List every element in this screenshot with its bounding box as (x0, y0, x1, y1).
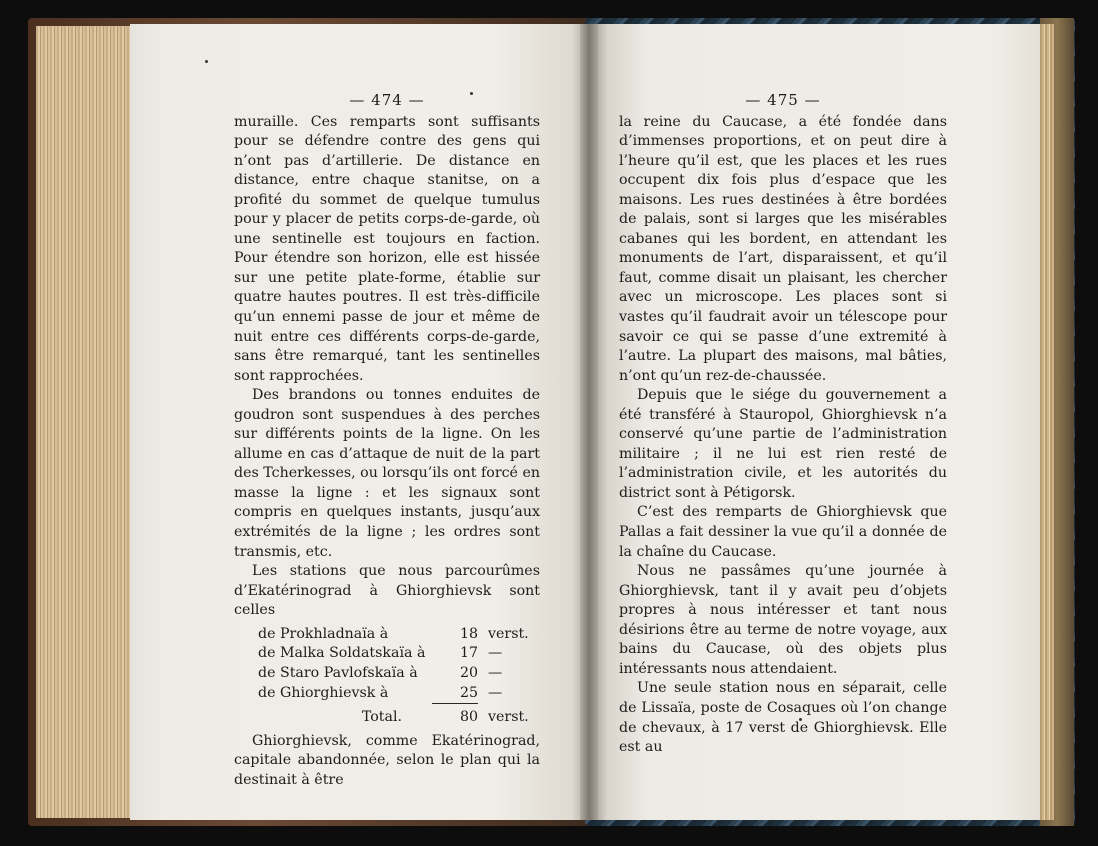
paragraph: Des brandons ou tonnes enduites de goudron sont suspendues à des perches sur différents points de la ligne. On les allume en cas d’attaque de nuit de la part des Tcherkesses, ou lorsqu’ils ont forcé en masse la ligne : et les signaux sont compris en quelques instants, jusqu’aux extrémités de la ligne ; les ordres sont transmis, etc. (234, 387, 540, 560)
page-number-left: — 474 — (349, 91, 425, 109)
distance-value: 18 (459, 625, 478, 642)
distance-unit: — (488, 664, 503, 681)
paragraph: Nous ne passâmes qu’une journée à Ghiorghievsk, tant il y avait peu d’objets propres à nous intéresser et tant nous désirions être au terme de notre voyage, aux bains du Caucase, où des objets plus intéressants nous attendaient. (619, 563, 947, 677)
table-row (234, 644, 540, 664)
table-total-row (234, 704, 540, 728)
paragraph: muraille. Ces remparts sont suffisants pour se défendre contre des gens qui n’ont pas d’artillerie. De distance en distance, entre chaque stanitse, on a profité du sommet de quelque tumulus pour y placer de petits corps-de-garde, où une sentinelle est toujours en faction. Pour étendre son horizon, elle est hissée sur une petite plate-forme, établie sur quatre hautes poutres. Il est très-difficile qu’un ennemi passe de jour et même de nuit entre ces différents corps-de-garde, sans être remarqué, tant les sentinelles sont rapprochées. (234, 113, 540, 384)
station-name: de Malka Soldatskaïa à (258, 645, 426, 662)
distance-table (234, 625, 540, 728)
station-name: de Staro Pavlofskaïa à (258, 664, 418, 681)
total-unit: verst. (488, 708, 529, 725)
station-name: de Prokhladnaïa à (258, 625, 389, 642)
distance-unit: — (488, 645, 503, 662)
distance-value: 25 (432, 684, 478, 704)
paragraph: Une seule station nous en séparait, celle de Lissaïa, poste de Cosaques où l’on change de chevaux, à 17 verst de Ghiorghievsk. Elle est au (619, 680, 947, 756)
paragraph: Les stations que nous parcourûmes d’Ekatérinograd à Ghiorghievsk sont celles (234, 563, 540, 619)
station-name: de Ghiorghievsk à (258, 684, 389, 701)
paragraph: Depuis que le siége du gouvernement a été transféré à Stauropol, Ghiorghievsk n’a conservé qu’une partie de l’administration militaire ; il ne lui est rien resté de l’administration civile, et les autorités du district sont à Pétigorsk. (619, 387, 947, 501)
total-value: 80 (459, 709, 478, 726)
right-page-text (619, 91, 947, 758)
distance-value: 20 (459, 664, 478, 681)
paper-speck (205, 60, 208, 63)
paragraph: la reine du Caucase, a été fondée dans d’immenses proportions, et on peut dire à l’heure qu’il est, que les places et les rues occupent dix fois plus d’espace que les maisons. Les rues destinées à être bordées de palais, sont si larges que les misérables cabanes qui les bordent, en attendant les monuments de l’art, disparaissent, et qu’il faut, comme disait un plaisant, les chercher avec un microscope. Les places sont si vastes qu’il faudrait avoir un télescope pour savoir ce qui se passe d’une extremité à l’autre. La plupart des maisons, mal bâties, n’ont qu’un rez-de-chaussée. (619, 113, 947, 384)
page-number-right: — 475 — (745, 91, 821, 109)
distance-value: 17 (459, 645, 478, 662)
total-label: Total. (361, 708, 402, 725)
paragraph: Ghiorghievsk, comme Ekatérinograd, capitale abandonnée, selon le plan qui la destinait à être (234, 732, 540, 788)
paragraph: C’est des remparts de Ghiorghievsk que Pallas a fait dessiner la vue qu’il a donnée de la chaîne du Caucase. (619, 504, 947, 560)
book-gutter (580, 24, 598, 820)
table-row (234, 664, 540, 684)
table-row (234, 684, 540, 704)
left-page-text (234, 91, 540, 790)
distance-unit: — (488, 684, 503, 701)
distance-unit: verst. (488, 625, 529, 642)
table-row (234, 625, 540, 645)
